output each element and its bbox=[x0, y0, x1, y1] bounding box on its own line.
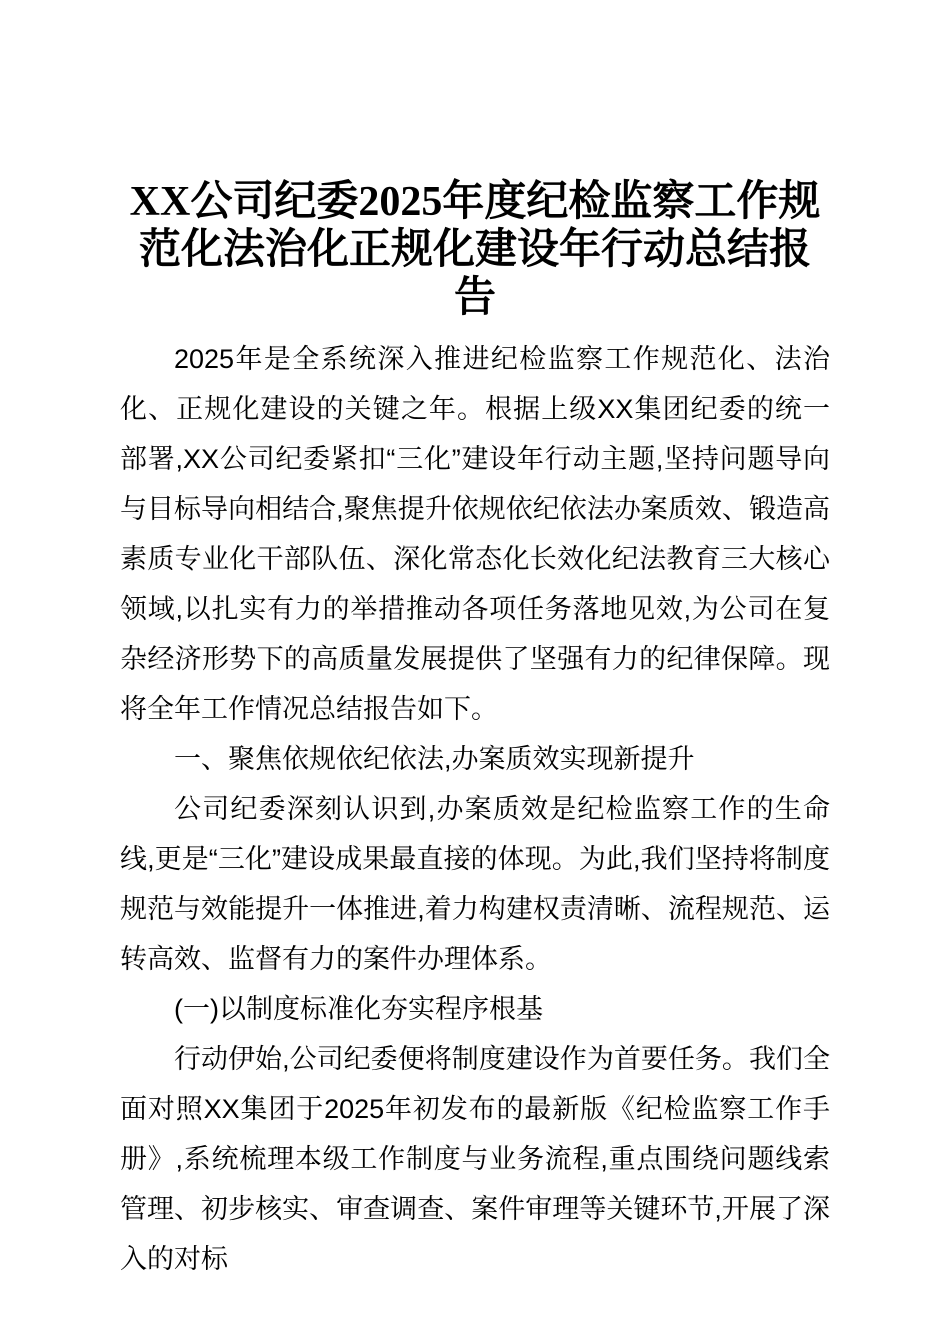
section-heading-1: 一、聚焦依规依纪依法,办案质效实现新提升 bbox=[174, 744, 695, 774]
doc-title: XX公司纪委2025年度纪检监察工作规范化法治化正规化建设年行动总结报告 bbox=[129, 179, 821, 321]
paragraph-subsection-1-1: 行动伊始,公司纪委便将制度建设作为首要任务。我们全面对照XX集团于2025年初发布的最新版《纪检监察工作手册》,系统梳理本级工作制度与业务流程,重点围绕问题线索管理、初步核实、审查调查、案件审理等关键环节,开展了深入的对标 bbox=[120, 1044, 830, 1274]
paragraph-section-1: 公司纪委深刻认识到,办案质效是纪检监察工作的生命线,更是“三化”建设成果最直接的体现。为此,我们坚持将制度规范与效能提升一体推进,着力构建权责清晰、流程规范、运转高效、监督有力的案件办理体系。 bbox=[120, 794, 830, 974]
subsection-heading-1-1: (一)以制度标准化夯实程序根基 bbox=[174, 994, 543, 1024]
paragraph-intro: 2025年是全系统深入推进纪检监察工作规范化、法治化、正规化建设的关键之年。根据上级XX集团纪委的统一部署,XX公司纪委紧扣“三化”建设年行动主题,坚持问题导向与目标导向相结合,聚焦提升依规依纪依法办案质效、锻造高素质专业化干部队伍、深化常态化长效化纪法教育三大核心领域,以扎实有力的举措推动各项任务落地见效,为公司在复杂经济形势下的高质量发展提供了坚强有力的纪律保障。现将全年工作情况总结报告如下。 bbox=[120, 344, 830, 724]
